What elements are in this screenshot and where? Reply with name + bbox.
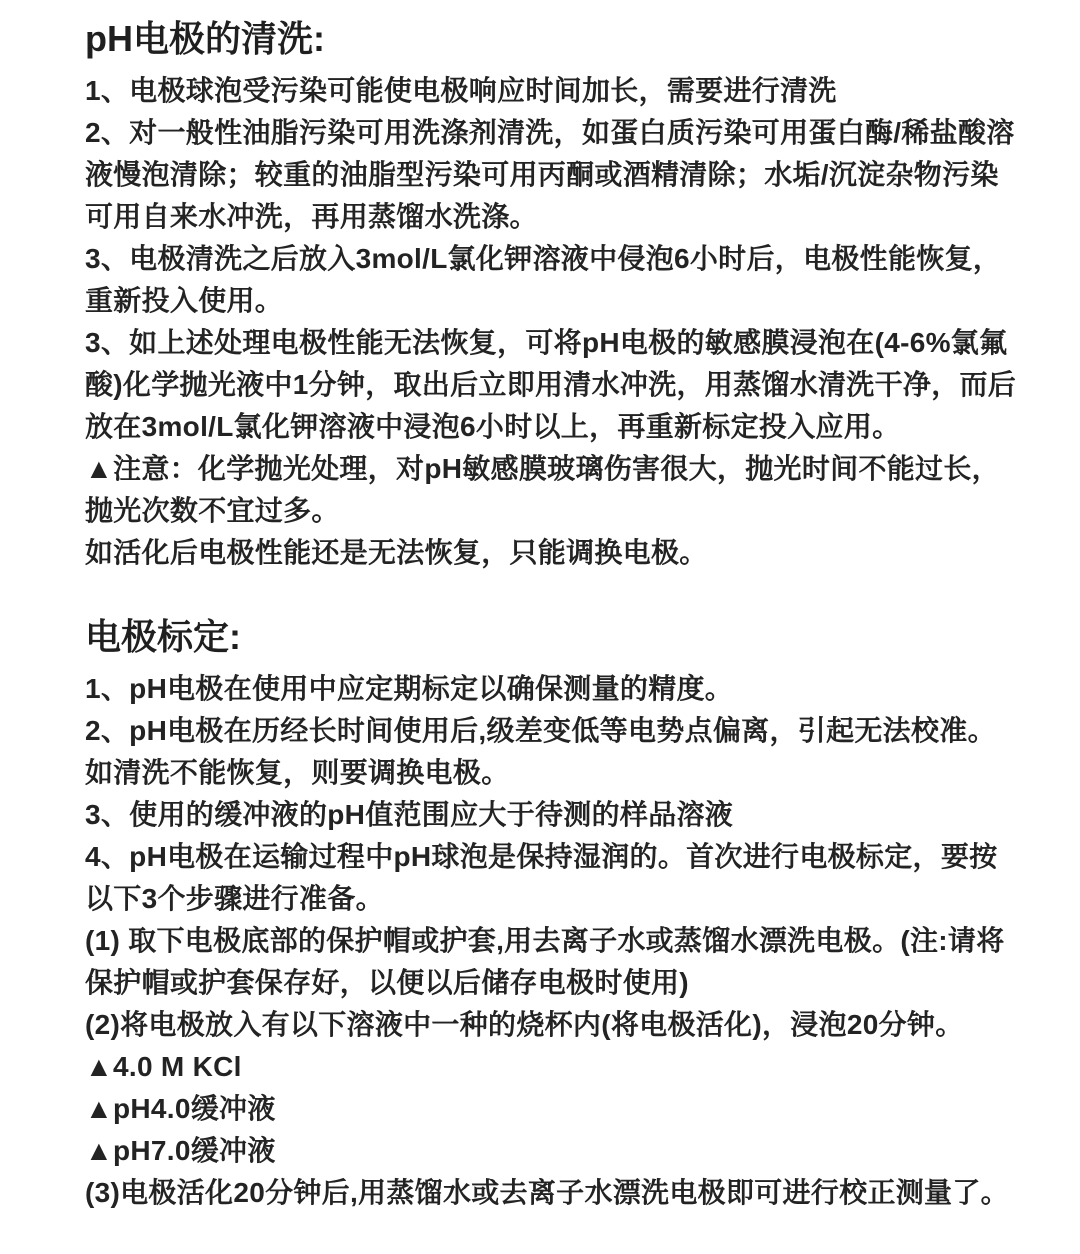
solution-option-kcl: ▲4.0 M KCl: [85, 1051, 242, 1082]
calibration-step-2: 2、pH电极在历经长时间使用后,级差变低等电势点偏离，引起无法校准。如清洗不能恢复，则要调换电极。: [85, 715, 996, 788]
section-electrode-calibration: [85, 612, 1024, 1214]
cleaning-step-4: 3、如上述处理电极性能无法恢复，可将pH电极的敏感膜浸泡在(4-6%氯氟酸)化学抛光液中1分钟，取出后立即用清水冲洗，用蒸馏水清洗干净，而后放在3mol/L氯化钾溶液中浸泡6小时以上，再重新标定投入应用。: [85, 327, 1017, 442]
calibration-step-3: 3、使用的缓冲液的pH值范围应大于待测的样品溶液: [85, 799, 734, 830]
prep-substep-1: (1) 取下电极底部的保护帽或护套,用去离子水或蒸馏水漂洗电极。(注:请将保护帽或护套保存好，以便以后储存电极时使用): [85, 925, 1005, 998]
cleaning-step-3: 3、电极清洗之后放入3mol/L氯化钾溶液中侵泡6小时后，电极性能恢复，重新投入使用。: [85, 243, 1002, 316]
solution-option-ph7: ▲pH7.0缓冲液: [85, 1135, 276, 1166]
cleaning-step-1: 1、电极球泡受污染可能使电极响应时间加长，需要进行清洗: [85, 75, 837, 106]
cleaning-step-2: 2、对一般性油脂污染可用洗涤剂清洗，如蛋白质污染可用蛋白酶/稀盐酸溶液慢泡清除；较重的油脂型污染可用丙酮或酒精清除；水垢/沉淀杂物污染可用自来水冲洗，再用蒸馏水洗涤。: [85, 117, 1015, 232]
cleaning-final-note: 如活化后电极性能还是无法恢复，只能调换电极。: [85, 537, 708, 568]
section-electrode-cleaning: [85, 14, 1024, 574]
solution-option-ph4: ▲pH4.0缓冲液: [85, 1093, 276, 1124]
section-title-calibration: 电极标定:: [85, 616, 241, 657]
prep-substep-3: (3)电极活化20分钟后,用蒸馏水或去离子水漂洗电极即可进行校正测量了。: [85, 1177, 1009, 1208]
section-title-cleaning: pH电极的清洗:: [85, 18, 325, 59]
cleaning-notice: ▲注意：化学抛光处理，对pH敏感膜玻璃伤害很大，抛光时间不能过长，抛光次数不宜过多。: [85, 453, 1000, 526]
calibration-step-1: 1、pH电极在使用中应定期标定以确保测量的精度。: [85, 673, 734, 704]
prep-substep-2: (2)将电极放入有以下溶液中一种的烧杯内(将电极活化)，浸泡20分钟。: [85, 1009, 964, 1040]
calibration-step-4: 4、pH电极在运输过程中pH球泡是保持湿润的。首次进行电极标定，要按以下3个步骤进行准备。: [85, 841, 998, 914]
